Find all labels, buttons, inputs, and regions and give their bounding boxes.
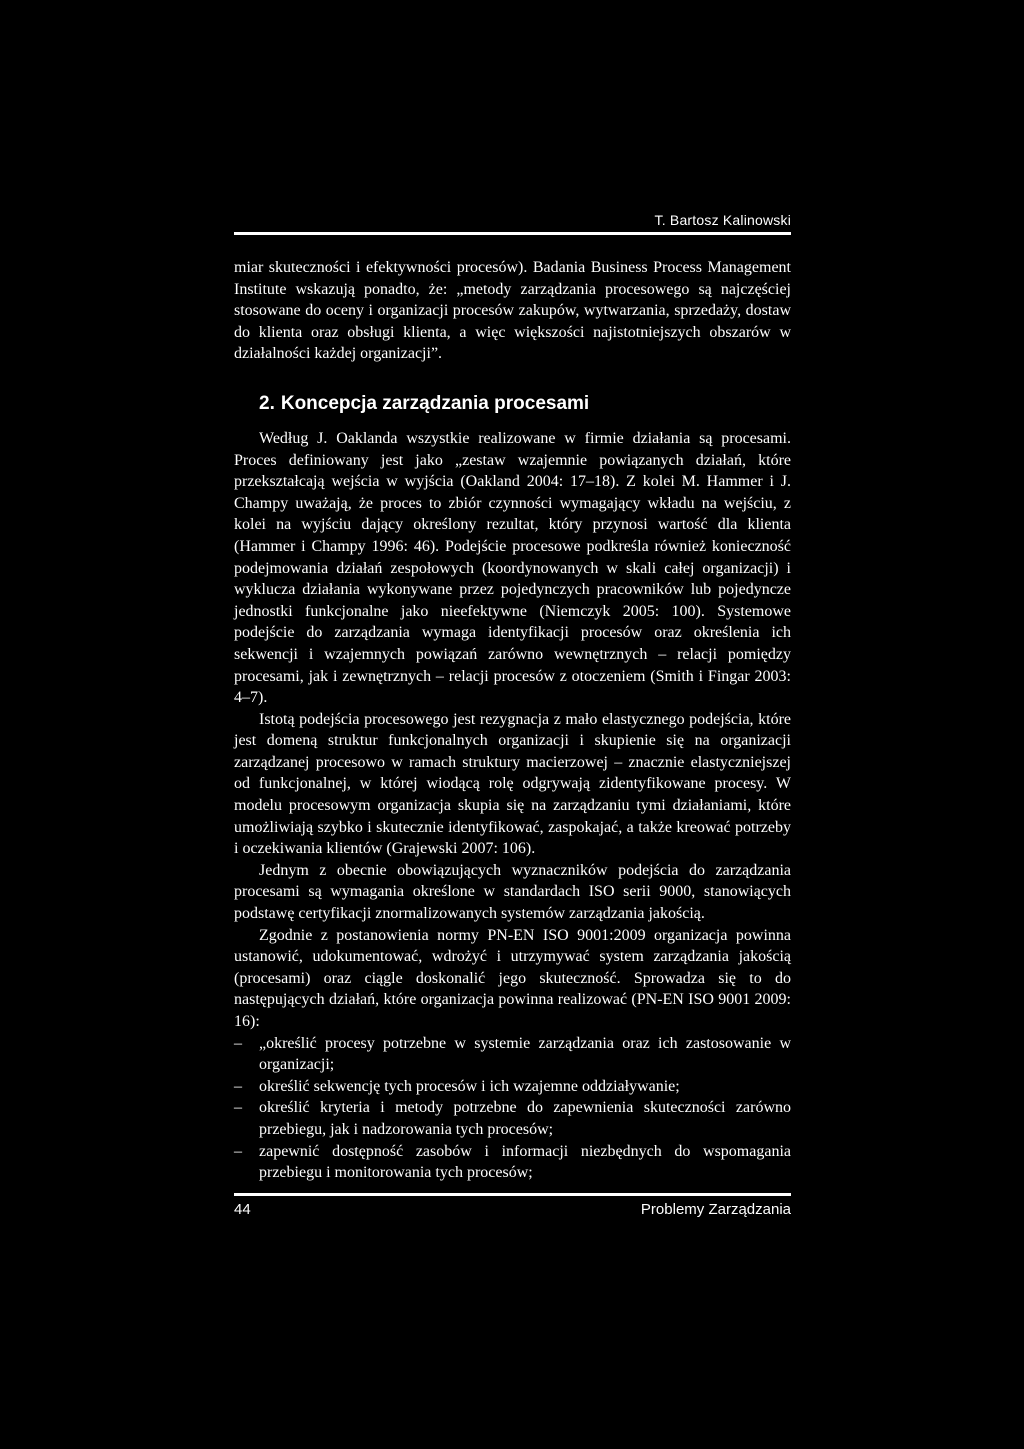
list-item [234, 1033, 791, 1076]
list-item-text: „określić procesy potrzebne w systemie zarządzania oraz ich zastosowanie w organizacji; [259, 1034, 791, 1074]
paragraph: Istotą podejścia procesowego jest rezygnacja z mało elastycznego podejścia, które jest domeną struktur funkcjonalnych organizacji i skupienie się na organizacji zarządzanej procesowo w ramach struktury macierzowej – znacznie elastyczniejszej od funkcjonalnej, w której wiodącą rolę odgrywają zidentyfikowane procesy. W modelu procesowym organizacja skupia się na zarządzaniu tymi działaniami, które umożliwiają szybko i skutecznie identyfikować, zaspokajać, a także kreować potrzeby i oczekiwania klientów (Grajewski 2007: 106). [234, 710, 791, 858]
dash-bullet: – [234, 1077, 242, 1095]
list-item-text: zapewnić dostępność zasobów i informacji niezbędnych do wspomagania przebiegu i monitorowania tych procesów; [259, 1142, 791, 1182]
dash-bullet: – [234, 1034, 242, 1052]
journal-title: Problemy Zarządzania [640, 1201, 791, 1218]
page-number: 44 [234, 1201, 251, 1218]
list-item [234, 1076, 791, 1098]
header-rule [234, 232, 791, 235]
paragraph: miar skuteczności i efektywności procesów). Badania Business Process Management Institute wskazują ponadto, że: „metody zarządzania procesowego są najczęściej stosowane do oceny i organizacji procesów zakupów, wytwarzania, sprzedaży, dostaw do klienta oraz obsługi klienta, a więc większości najistotniejszych obszarów w działalności każdej organizacji”. [234, 259, 791, 363]
requirements-list [234, 1033, 791, 1184]
running-head: T. Bartosz Kalinowski [654, 212, 791, 228]
paragraph: Zgodnie z postanowienia normy PN-EN ISO 9001:2009 organizacja powinna ustanowić, udokumentować, wdrożyć i utrzymywać system zarządzania jakością (procesami) oraz ciągle doskonalić jego skuteczność. Sprowadza się to do następujących działań, które organizacja powinna realizować (PN-EN ISO 9001 2009: 16): [234, 926, 791, 1030]
footer-rule [234, 1193, 791, 1196]
list-item-text: określić sekwencję tych procesów i ich wzajemne oddziaływanie; [259, 1077, 680, 1095]
list-item-text: określić kryteria i metody potrzebne do zapewnienia skuteczności zarówno przebiegu, jak i nadzorowania tych procesów; [259, 1099, 791, 1138]
list-item [234, 1141, 791, 1184]
page [234, 0, 791, 1449]
dash-bullet: – [234, 1099, 242, 1117]
section-number: 2. [259, 392, 275, 414]
paragraph: Jednym z obecnie obowiązujących wyznaczników podejścia do zarządzania procesami są wymagania określone w standardach ISO serii 9000, stanowiących podstawę certyfikacji znormalizowanych systemów zarządzania jakością. [234, 861, 791, 923]
section-title: Koncepcja zarządzania procesami [280, 392, 590, 414]
list-item [234, 1097, 791, 1140]
section-heading [259, 391, 791, 417]
paragraph: Według J. Oaklanda wszystkie realizowane w firmie działania są procesami. Proces definiowany jest jako „zestaw wzajemnie powiązanych działań, które przekształcają wejścia w wyjścia (Oakland 2004: 17–18). Z kolei M. Hammer i J. Champy uważają, że proces to zbiór czynności wymagający wkładu na wejściu, z kolei na wyjściu dający określony rezultat, który przynosi wartość dla klienta (Hammer i Champy 1996: 46). Podejście procesowe podkreśla również konieczność podejmowania działań zespołowych (koordynowanych w skali całej organizacji) i wyklucza działania wykonywane przez pojedynczych pracowników lub pojedyncze jednostki funkcjonalne jako nieefektywne (Niemczyk 2005: 100). Systemowe podejście do zarządzania wymaga identyfikacji procesów oraz określenia ich sekwencji i wzajemnych powiązań zarówno wewnętrznych – relacji pomiędzy procesami, jak i zewnętrznych – relacji procesów z otoczeniem (Smith i Fingar 2003: 4–7). [234, 429, 791, 707]
body-text [234, 257, 791, 1184]
dash-bullet: – [234, 1142, 242, 1160]
